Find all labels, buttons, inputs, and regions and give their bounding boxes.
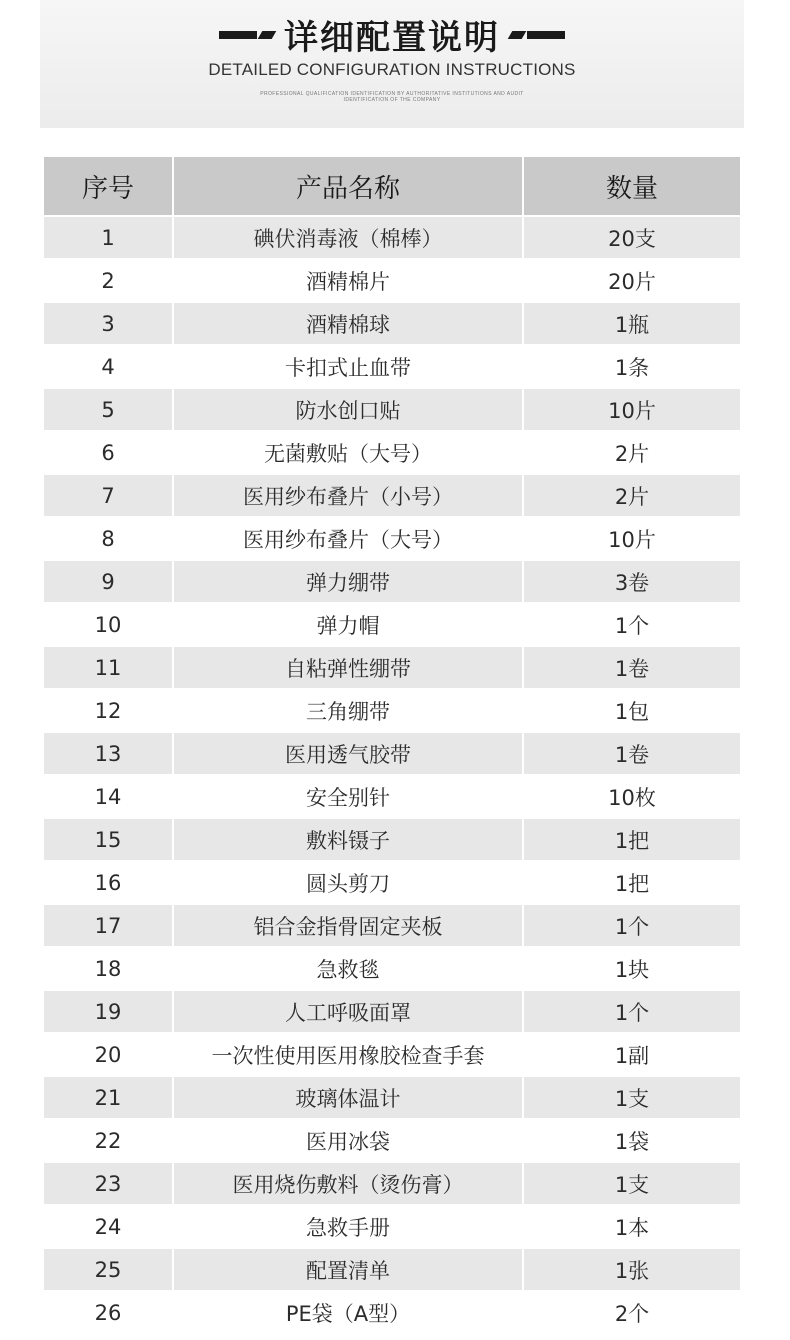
cell-number: 21 [44,1076,173,1119]
cell-quantity: 10枚 [523,775,740,818]
table-row [44,990,740,1033]
cell-quantity: 1把 [523,861,740,904]
cell-number: 14 [44,775,173,818]
cell-number: 20 [44,1033,173,1076]
cell-product-name: 防水创口贴 [173,388,523,431]
configuration-table-wrapper [44,157,740,1333]
cell-quantity: 20片 [523,259,740,302]
cell-number: 7 [44,474,173,517]
cell-product-name: 弹力绷带 [173,560,523,603]
table-row [44,560,740,603]
table-row [44,302,740,345]
header-band [40,0,744,128]
cell-product-name: 医用纱布叠片（小号） [173,474,523,517]
cell-quantity: 2个 [523,1291,740,1333]
cell-quantity: 1支 [523,1076,740,1119]
title-left-decoration [219,31,274,39]
cell-product-name: PE袋（A型） [173,1291,523,1333]
cell-product-name: 医用纱布叠片（大号） [173,517,523,560]
cell-number: 17 [44,904,173,947]
table-row [44,517,740,560]
cell-quantity: 1本 [523,1205,740,1248]
cell-quantity: 1块 [523,947,740,990]
table-row [44,1248,740,1291]
cell-product-name: 自粘弹性绷带 [173,646,523,689]
decor-slant [258,31,277,39]
page-title: 详细配置说明 [284,18,500,58]
table-row [44,904,740,947]
cell-quantity: 1张 [523,1248,740,1291]
cell-number: 6 [44,431,173,474]
cell-product-name: 三角绷带 [173,689,523,732]
cell-product-name: 弹力帽 [173,603,523,646]
cell-quantity: 1条 [523,345,740,388]
cell-product-name: 安全别针 [173,775,523,818]
table-row [44,775,740,818]
cell-quantity: 1副 [523,1033,740,1076]
cell-quantity: 1把 [523,818,740,861]
cell-product-name: 医用透气胶带 [173,732,523,775]
cell-number: 4 [44,345,173,388]
cell-product-name: 圆头剪刀 [173,861,523,904]
cell-product-name: 铝合金指骨固定夹板 [173,904,523,947]
decor-slant [508,31,527,39]
table-header-row [44,157,740,216]
cell-quantity: 3卷 [523,560,740,603]
cell-quantity: 1个 [523,904,740,947]
cell-number: 8 [44,517,173,560]
table-row [44,1076,740,1119]
cell-number: 16 [44,861,173,904]
cell-quantity: 2片 [523,474,740,517]
table-row [44,646,740,689]
decor-bar [527,31,565,39]
title-right-decoration [510,31,565,39]
table-row [44,216,740,259]
cell-product-name: 卡扣式止血带 [173,345,523,388]
decor-bar [219,31,257,39]
cell-quantity: 1支 [523,1162,740,1205]
cell-number: 1 [44,216,173,259]
table-row [44,861,740,904]
cell-quantity: 1瓶 [523,302,740,345]
cell-number: 18 [44,947,173,990]
table-row [44,474,740,517]
cell-number: 26 [44,1291,173,1333]
cell-number: 12 [44,689,173,732]
cell-product-name: 酒精棉片 [173,259,523,302]
table-row [44,818,740,861]
table-row [44,603,740,646]
column-header-product-name: 产品名称 [173,157,523,216]
table-row [44,1205,740,1248]
page-subtitle: DETAILED CONFIGURATION INSTRUCTIONS [208,60,576,79]
table-row [44,1291,740,1333]
cell-quantity: 1卷 [523,732,740,775]
cell-number: 23 [44,1162,173,1205]
table-row [44,388,740,431]
cell-quantity: 20支 [523,216,740,259]
cell-product-name: 人工呼吸面罩 [173,990,523,1033]
column-header-quantity: 数量 [523,157,740,216]
cell-quantity: 10片 [523,517,740,560]
configuration-table [44,157,740,1333]
table-row [44,259,740,302]
table-row [44,732,740,775]
cell-quantity: 1包 [523,689,740,732]
cell-quantity: 10片 [523,388,740,431]
cell-number: 9 [44,560,173,603]
cell-number: 11 [44,646,173,689]
cell-product-name: 医用冰袋 [173,1119,523,1162]
cell-quantity: 2片 [523,431,740,474]
cell-number: 24 [44,1205,173,1248]
cell-product-name: 急救毯 [173,947,523,990]
fine-print-line-2: IDENTIFICATION OF THE COMPANY [343,97,441,103]
table-row [44,947,740,990]
table-row [44,345,740,388]
cell-quantity: 1卷 [523,646,740,689]
fine-print-line-1: PROFESSIONAL QUALIFICATION IDENTIFICATION BY AUTHORITATIVE INSTITUTIONS AND AUDIT [260,91,524,97]
table-row [44,689,740,732]
cell-product-name: 酒精棉球 [173,302,523,345]
cell-number: 25 [44,1248,173,1291]
table-row [44,1119,740,1162]
cell-number: 5 [44,388,173,431]
table-row [44,1033,740,1076]
column-header-number: 序号 [44,157,173,216]
cell-number: 22 [44,1119,173,1162]
cell-product-name: 配置清单 [173,1248,523,1291]
cell-product-name: 医用烧伤敷料（烫伤膏） [173,1162,523,1205]
cell-product-name: 急救手册 [173,1205,523,1248]
cell-number: 19 [44,990,173,1033]
cell-number: 3 [44,302,173,345]
table-row [44,431,740,474]
cell-quantity: 1袋 [523,1119,740,1162]
cell-product-name: 敷料镊子 [173,818,523,861]
cell-product-name: 碘伏消毒液（棉棒） [173,216,523,259]
cell-number: 2 [44,259,173,302]
title-row [40,10,744,59]
cell-number: 15 [44,818,173,861]
cell-product-name: 玻璃体温计 [173,1076,523,1119]
table-row [44,1162,740,1205]
cell-product-name: 一次性使用医用橡胶检查手套 [173,1033,523,1076]
cell-number: 10 [44,603,173,646]
table-body [44,216,740,1333]
cell-product-name: 无菌敷贴（大号） [173,431,523,474]
cell-number: 13 [44,732,173,775]
cell-quantity: 1个 [523,603,740,646]
cell-quantity: 1个 [523,990,740,1033]
